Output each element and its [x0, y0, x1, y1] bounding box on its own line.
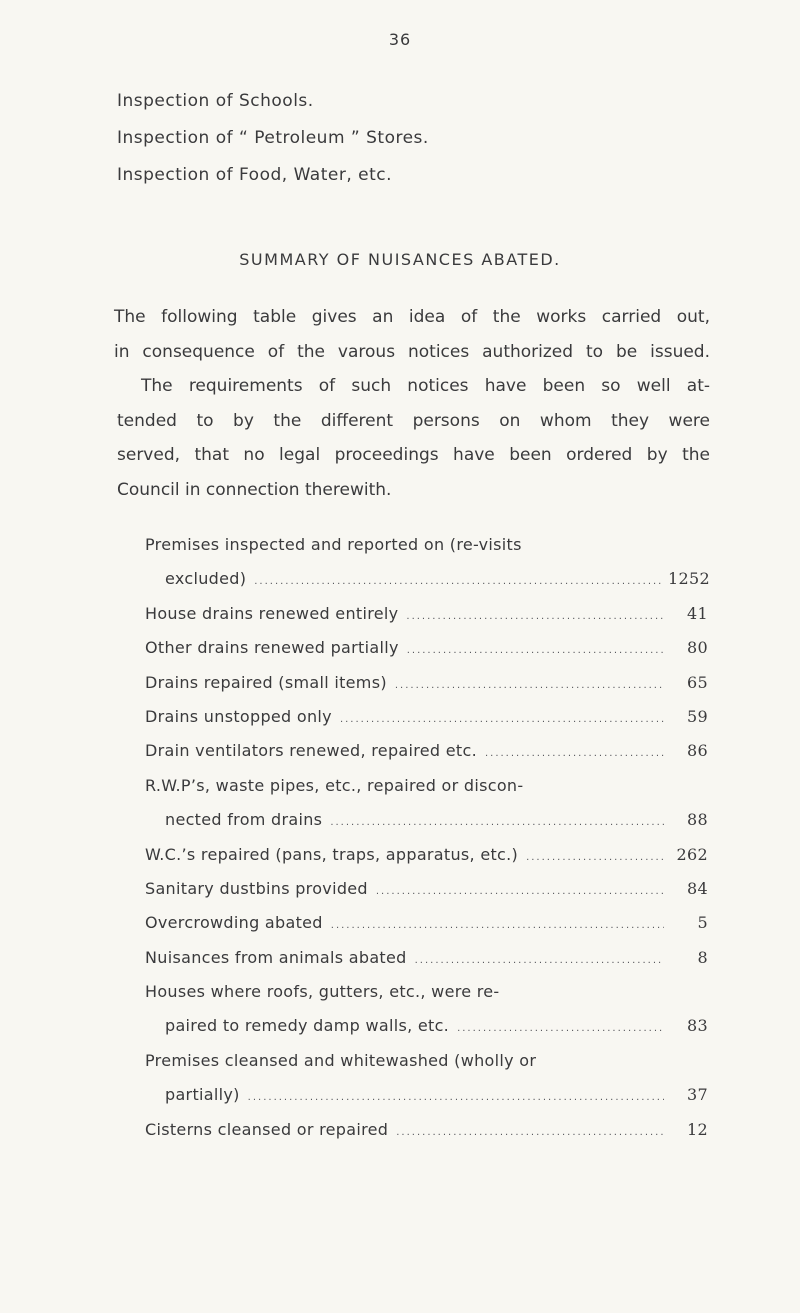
dot-leader — [340, 705, 664, 735]
summary-row — [145, 908, 710, 942]
summary-row-value: 65 — [687, 672, 708, 692]
summary-row-label: Premises inspected and reported on (re-visits — [145, 535, 522, 554]
dot-leader — [395, 671, 664, 701]
summary-row-label: Sanitary dustbins provided — [145, 878, 368, 898]
summary-row-label: W.C.’s repaired (pans, traps, apparatus, etc.) — [145, 844, 519, 864]
summary-row-label: House drains renewed entirely — [145, 603, 399, 623]
summary-row-value: 88 — [687, 810, 708, 830]
dot-leader — [485, 739, 664, 769]
dot-leader — [254, 567, 664, 597]
dot-leader — [407, 636, 664, 666]
summary-row-label: Drain ventilators renewed, repaired etc. — [145, 741, 477, 761]
intro-line: tended to by the different persons on whom they were — [117, 410, 710, 431]
summary-row — [145, 530, 710, 599]
summary-row-label: excluded) — [165, 569, 247, 589]
summary-row — [145, 599, 710, 633]
summary-row-label: Cisterns cleansed or repaired — [145, 1119, 389, 1139]
summary-row-value: 5 — [697, 913, 708, 933]
intro-line: The requirements of such notices have been so well at- — [141, 376, 710, 396]
summary-row-value: 37 — [687, 1085, 708, 1105]
summary-row — [145, 977, 710, 1046]
summary-row-label: R.W.P’s, waste pipes, etc., repaired or discon- — [145, 775, 524, 795]
summary-row — [145, 1115, 710, 1149]
summary-row — [145, 771, 710, 840]
summary-row-label: Other drains renewed partially — [145, 638, 399, 658]
summary-row-label: nected from drains — [165, 810, 323, 830]
summary-row-value: 83 — [687, 1016, 708, 1036]
heading-food-water: Inspection of Food, Water, etc. — [117, 165, 393, 185]
dot-leader — [248, 1083, 664, 1113]
intro-line: in consequence of the varous notices authorized to be issued. — [114, 341, 710, 362]
summary-row-value: 12 — [687, 1119, 708, 1139]
inspection-headings — [117, 86, 429, 197]
summary-row — [145, 874, 710, 908]
dot-leader — [457, 1014, 664, 1044]
summary-row — [145, 943, 710, 977]
dot-leader — [406, 602, 664, 632]
summary-row — [145, 668, 710, 702]
summary-row-value: 80 — [687, 638, 708, 658]
summary-row — [145, 1046, 710, 1115]
intro-line: The following table gives an idea of the works carried out, — [114, 307, 710, 327]
dot-leader — [415, 946, 664, 976]
summary-row-label: Nuisances from animals abated — [145, 947, 407, 967]
summary-row-label: Houses where roofs, gutters, etc., were re- — [145, 982, 500, 1002]
intro-line: served, that no legal proceedings have been ordered by the — [117, 445, 710, 465]
summary-row-value: 262 — [676, 844, 708, 864]
summary-row-value: 1252 — [668, 569, 710, 589]
intro-paragraphs — [114, 300, 710, 507]
heading-petroleum-stores: Inspection of “ Petroleum ” Stores. — [117, 128, 429, 148]
summary-row-value: 41 — [687, 603, 708, 623]
summary-row-value: 59 — [687, 706, 708, 726]
summary-row-value: 8 — [697, 947, 708, 967]
dot-leader — [526, 843, 664, 873]
dot-leader — [396, 1118, 664, 1148]
summary-row — [145, 633, 710, 667]
summary-row — [145, 736, 710, 770]
heading-schools: Inspection of Schools. — [117, 91, 314, 111]
summary-row-value: 84 — [687, 878, 708, 898]
summary-row-label: Drains repaired (small items) — [145, 672, 387, 692]
summary-row — [145, 702, 710, 736]
summary-row-label: Premises cleansed and whitewashed (wholly or — [145, 1050, 537, 1070]
summary-row-label: partially) — [165, 1085, 240, 1105]
page-number: 36 — [388, 30, 412, 49]
intro-line: Council in connection therewith. — [117, 479, 392, 500]
nuisances-summary-table — [145, 530, 710, 1149]
summary-row-label: paired to remedy damp walls, etc. — [165, 1016, 450, 1036]
section-title: SUMMARY OF NUISANCES ABATED. — [239, 250, 561, 269]
summary-row-label: Drains unstopped only — [145, 706, 332, 726]
summary-row-value: 86 — [687, 741, 708, 761]
dot-leader — [376, 877, 664, 907]
dot-leader — [330, 808, 664, 838]
summary-row-label: Overcrowding abated — [145, 913, 323, 933]
dot-leader — [331, 911, 664, 941]
summary-row — [145, 840, 710, 874]
